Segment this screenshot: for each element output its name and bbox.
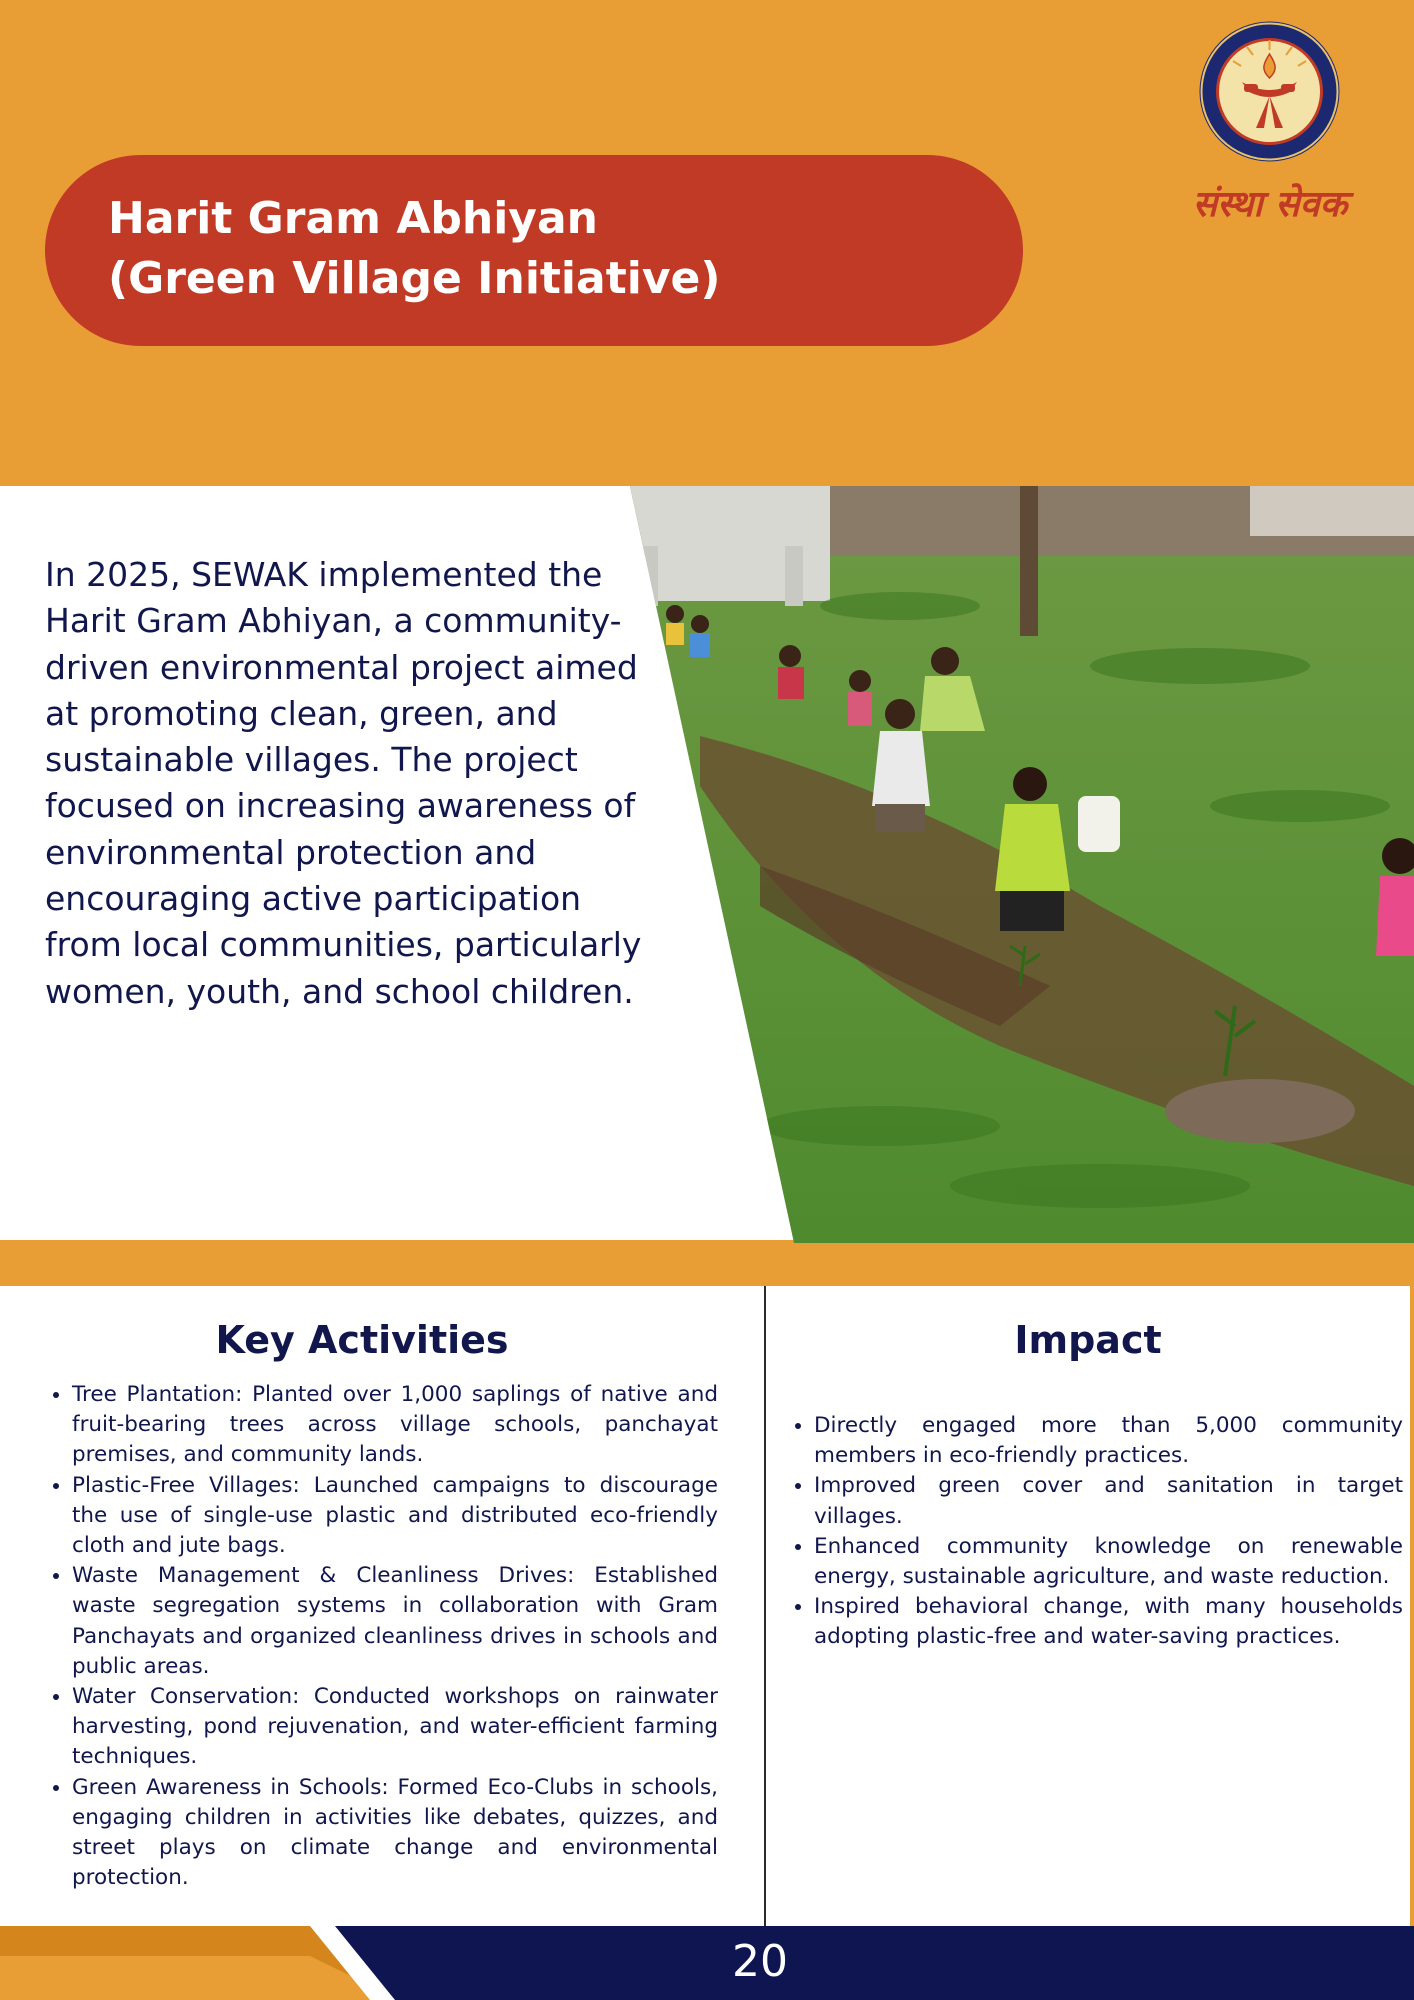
list-item: • Water Conservation: Conducted workshops on rainwater harvesting, pond rejuvenation, and water-efficient farming techniques. [72, 1682, 718, 1773]
list-item: • Improved green cover and sanitation in target villages. [814, 1471, 1403, 1531]
key-activities-list [46, 1380, 718, 1893]
organization-seal-logo [1198, 20, 1341, 163]
title-banner [45, 155, 1023, 346]
page-title-line-2: (Green Village Initiative) [108, 253, 721, 304]
logo-tagline: संस्था सेवक [1192, 183, 1348, 225]
panel-divider [764, 1286, 766, 1926]
page-title-line-1: Harit Gram Abhiyan [108, 193, 598, 244]
list-item: • Green Awareness in Schools: Formed Eco-Clubs in schools, engaging children in activities like debates, quizzes, and street plays on climate change and environmental protection. [72, 1773, 718, 1894]
key-activities-heading: Key Activities [215, 1318, 509, 1362]
list-item: • Waste Management & Cleanliness Drives: Established waste segregation systems in collaboration with Gram Panchayats and organized cleanliness drives in schools and public areas. [72, 1561, 718, 1682]
list-item: • Directly engaged more than 5,000 community members in eco-friendly practices. [814, 1411, 1403, 1471]
list-item: • Plastic-Free Villages: Launched campaigns to discourage the use of single-use plastic and distributed eco-friendly cloth and jute bags. [72, 1471, 718, 1562]
impact-heading: Impact [1014, 1318, 1162, 1362]
page-number: 20 [732, 1936, 788, 1987]
impact-list [788, 1411, 1403, 1653]
list-item: • Tree Plantation: Planted over 1,000 saplings of native and fruit-bearing trees across village schools, panchayat premises, and community lands. [72, 1380, 718, 1471]
intro-paragraph: In 2025, SEWAK implemented the Harit Gram Abhiyan, a community-driven environmental project aimed at promoting clean, green, and sustainable villages. The project focused on increasing awareness of environmental protection and encouraging active participation from local communities, particularly women, youth, and school children. [45, 555, 642, 1011]
list-item: • Inspired behavioral change, with many households adopting plastic-free and water-saving practices. [814, 1592, 1403, 1652]
list-item: • Enhanced community knowledge on renewable energy, sustainable agriculture, and waste reduction. [814, 1532, 1403, 1592]
